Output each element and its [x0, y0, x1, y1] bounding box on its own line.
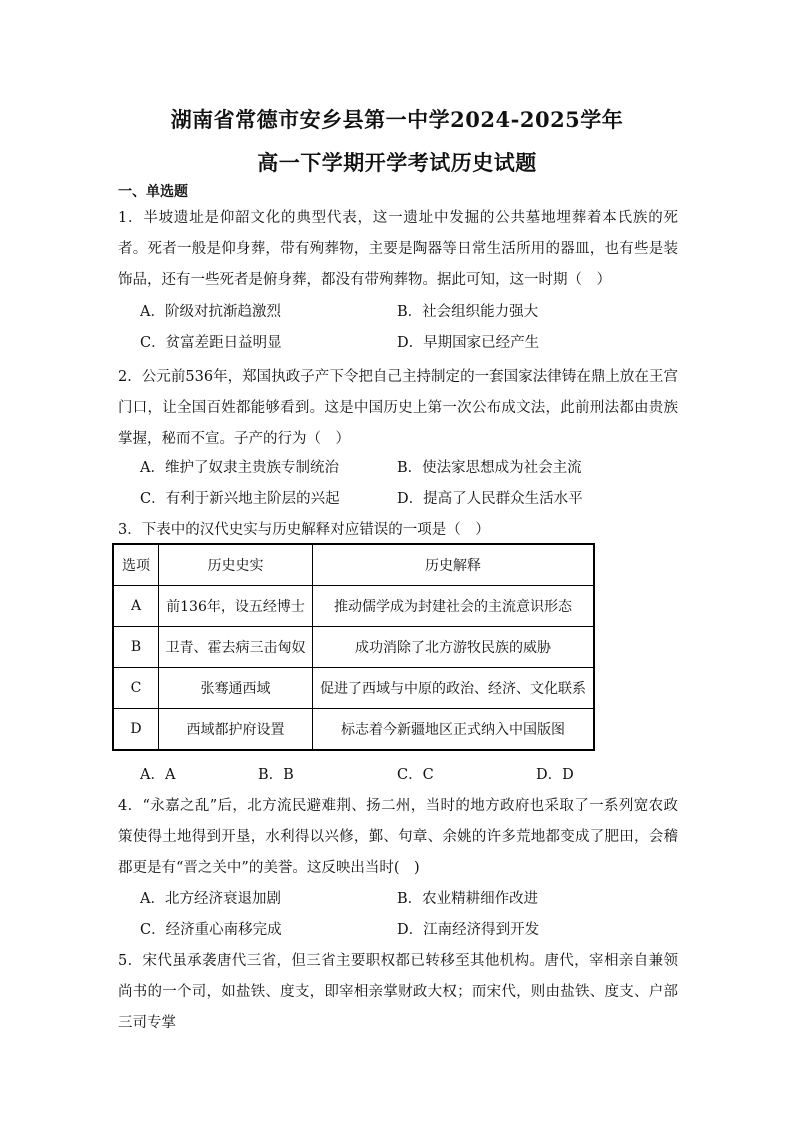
section-heading: 一、单选题	[118, 184, 188, 200]
question-2-option-d: D．提高了人民群众生活水平	[397, 491, 583, 507]
question-2-option-c: C．有利于新兴地主阶层的兴起	[140, 491, 340, 507]
table-header-cell: 历史解释	[313, 544, 595, 586]
table-cell: 西域都护府设置	[159, 709, 313, 751]
table-cell: D	[113, 709, 159, 751]
question-1-stem: 1．半坡遗址是仰韶文化的典型代表，这一遗址中发掘的公共墓地埋葬着本氏族的死者。死者一般是仰身葬，带有殉葬物，主要是陶器等日常生活所用的器皿，也有些是装饰品，还有一些死者是俯身葬，都没有带殉葬物。据此可知，这一时期（ ）	[118, 210, 678, 288]
table-header-row	[113, 544, 594, 586]
table-row	[113, 709, 594, 751]
table-cell: 成功消除了北方游牧民族的威胁	[313, 627, 595, 668]
question-5-stem: 5．宋代虽承袭唐代三省，但三省主要职权都已转移至其他机构。唐代，宰相亲自兼领尚书的一个司，如盐铁、度支，即宰相亲掌财政大权；而宋代，则由盐铁、度支、户部三司专掌	[118, 953, 678, 1031]
table-cell: 促进了西域与中原的政治、经济、文化联系	[313, 668, 595, 709]
table-header-cell: 历史史实	[159, 544, 313, 586]
question-1-option-d: D．早期国家已经产生	[397, 335, 540, 351]
question-4-stem: 4．“永嘉之乱”后，北方流民避难荆、扬二州，当时的地方政府也采取了一系列宽农政策使得土地得到开垦，水利得以兴修，鄞、句章、余姚的许多荒地都变成了肥田，会稽郡更是有“晋之关中”的美誉。这反映出当时( )	[118, 798, 678, 876]
question-1-option-a: A．阶级对抗渐趋激烈	[140, 304, 281, 320]
question-3-stem: 3．下表中的汉代史实与历史解释对应错误的一项是（ ）	[118, 522, 490, 538]
question-3-option-b: B．B	[258, 767, 294, 783]
question-1-option-b: B．社会组织能力强大	[397, 304, 539, 320]
question-3-option-c: C．C	[397, 767, 434, 783]
table-cell: 推动儒学成为封建社会的主流意识形态	[313, 586, 595, 627]
question-2-option-b: B．使法家思想成为社会主流	[397, 460, 582, 476]
question-2-option-a: A．维护了奴隶主贵族专制统治	[140, 460, 339, 476]
question-3-option-a: A．A	[140, 767, 176, 783]
question-4-option-b: B．农业精耕细作改进	[397, 891, 539, 907]
table-row	[113, 668, 594, 709]
table-cell: 标志着今新疆地区正式纳入中国版图	[313, 709, 595, 751]
table-row	[113, 627, 594, 668]
table-cell: B	[113, 627, 159, 668]
table-row	[113, 586, 594, 627]
table-cell: 前136年，设五经博士	[159, 586, 313, 627]
table-cell: 张骞通西域	[159, 668, 313, 709]
exam-title-line1: 湖南省常德市安乡县第一中学2024-2025学年	[170, 107, 624, 132]
table-cell: C	[113, 668, 159, 709]
history-table	[112, 543, 595, 751]
question-1-option-c: C．贫富差距日益明显	[140, 335, 282, 351]
question-4-option-d: D．江南经济得到开发	[397, 922, 540, 938]
question-3-option-d: D．D	[536, 767, 574, 783]
question-4-option-c: C．经济重心南移完成	[140, 922, 282, 938]
question-4-option-a: A．北方经济衰退加剧	[140, 891, 281, 907]
exam-title-line2: 高一下学期开学考试历史试题	[257, 150, 537, 175]
question-2-stem: 2．公元前536年，郑国执政子产下令把自己主持制定的一套国家法律铸在鼎上放在王宫门口，让全国百姓都能够看到。这是中国历史上第一次公布成文法，此前刑法都由贵族掌握，秘而不宣。子产的行为（ ）	[118, 369, 678, 447]
table-cell: 卫青、霍去病三击匈奴	[159, 627, 313, 668]
table-header-cell: 选项	[113, 544, 159, 586]
table-cell: A	[113, 586, 159, 627]
